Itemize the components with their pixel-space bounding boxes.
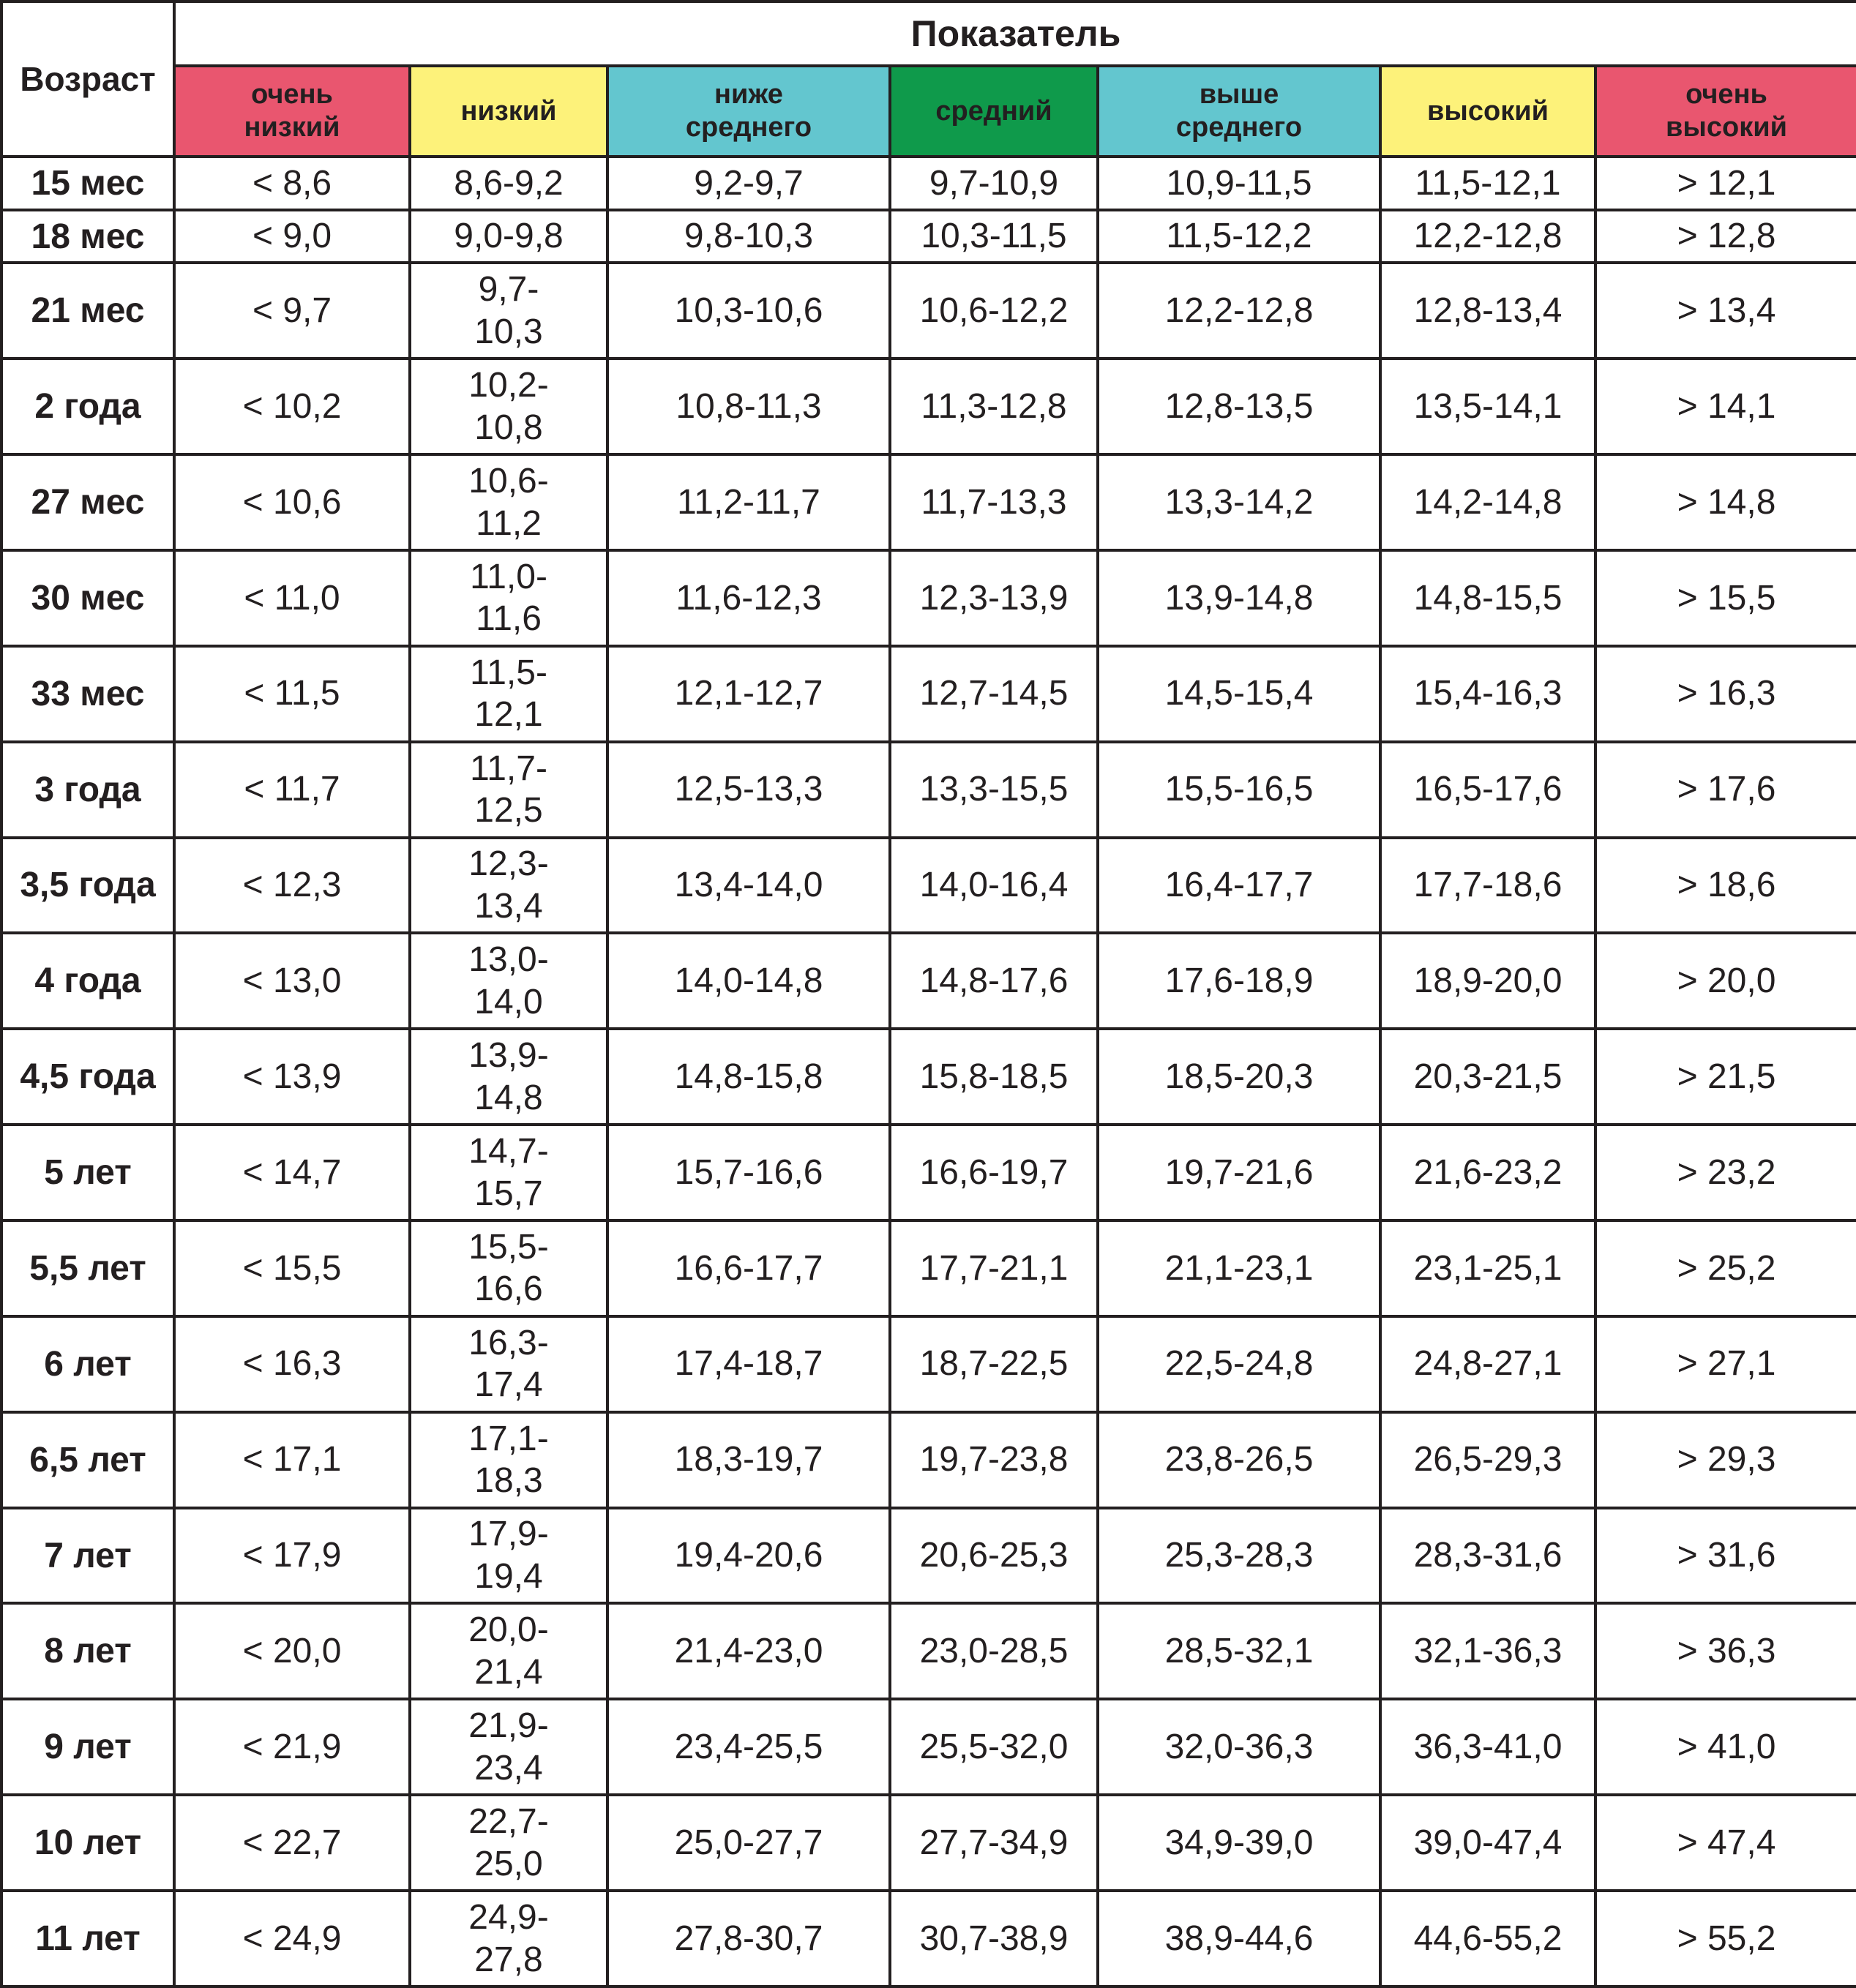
value-cell-average: 9,7-10,9 xyxy=(890,157,1098,210)
value-cell-above-average: 17,6-18,9 xyxy=(1098,933,1380,1029)
value-cell-above-average: 38,9-44,6 xyxy=(1098,1891,1380,1987)
level-header-very-high: очень высокий xyxy=(1595,66,1856,157)
value-cell-above-average: 12,2-12,8 xyxy=(1098,263,1380,359)
value-cell-above-average: 21,1-23,1 xyxy=(1098,1220,1380,1316)
table-row xyxy=(1,1795,1856,1891)
table-row xyxy=(1,263,1856,359)
value-cell-below-average: 13,4-14,0 xyxy=(607,838,890,934)
age-column-header: Возраст xyxy=(1,1,174,157)
age-cell: 9 лет xyxy=(1,1699,174,1795)
value-cell-very-high: > 12,8 xyxy=(1595,210,1856,263)
value-cell-very-high: > 14,1 xyxy=(1595,359,1856,454)
level-header-row xyxy=(1,66,1856,157)
value-cell-average: 15,8-18,5 xyxy=(890,1029,1098,1125)
value-cell-very-low: < 11,0 xyxy=(174,550,410,646)
value-cell-high: 24,8-27,1 xyxy=(1380,1316,1595,1412)
table-row xyxy=(1,1316,1856,1412)
age-cell: 30 мес xyxy=(1,550,174,646)
table-row xyxy=(1,838,1856,934)
value-cell-average: 11,3-12,8 xyxy=(890,359,1098,454)
value-cell-high: 12,8-13,4 xyxy=(1380,263,1595,359)
value-cell-above-average: 15,5-16,5 xyxy=(1098,742,1380,838)
age-cell: 5 лет xyxy=(1,1125,174,1220)
value-cell-average: 12,7-14,5 xyxy=(890,646,1098,742)
table-header xyxy=(1,1,1856,157)
value-cell-low: 17,1- 18,3 xyxy=(410,1412,607,1508)
age-cell: 4,5 года xyxy=(1,1029,174,1125)
value-cell-below-average: 23,4-25,5 xyxy=(607,1699,890,1795)
age-cell: 15 мес xyxy=(1,157,174,210)
value-cell-low: 24,9- 27,8 xyxy=(410,1891,607,1987)
value-cell-high: 21,6-23,2 xyxy=(1380,1125,1595,1220)
value-cell-very-low: < 16,3 xyxy=(174,1316,410,1412)
value-cell-very-low: < 12,3 xyxy=(174,838,410,934)
level-header-high: высокий xyxy=(1380,66,1595,157)
level-header-average: средний xyxy=(890,66,1098,157)
value-cell-below-average: 27,8-30,7 xyxy=(607,1891,890,1987)
value-cell-high: 16,5-17,6 xyxy=(1380,742,1595,838)
age-cell: 6 лет xyxy=(1,1316,174,1412)
value-cell-very-low: < 9,0 xyxy=(174,210,410,263)
age-cell: 6,5 лет xyxy=(1,1412,174,1508)
value-cell-average: 20,6-25,3 xyxy=(890,1508,1098,1604)
value-cell-high: 20,3-21,5 xyxy=(1380,1029,1595,1125)
value-cell-below-average: 9,2-9,7 xyxy=(607,157,890,210)
value-cell-very-high: > 29,3 xyxy=(1595,1412,1856,1508)
value-cell-low: 10,6- 11,2 xyxy=(410,454,607,550)
level-header-low: низкий xyxy=(410,66,607,157)
value-cell-average: 30,7-38,9 xyxy=(890,1891,1098,1987)
value-cell-average: 16,6-19,7 xyxy=(890,1125,1098,1220)
value-cell-average: 10,6-12,2 xyxy=(890,263,1098,359)
value-cell-very-high: > 25,2 xyxy=(1595,1220,1856,1316)
value-cell-very-low: < 21,9 xyxy=(174,1699,410,1795)
header-row-top xyxy=(1,1,1856,66)
age-cell: 27 мес xyxy=(1,454,174,550)
value-cell-very-low: < 10,2 xyxy=(174,359,410,454)
value-cell-very-low: < 15,5 xyxy=(174,1220,410,1316)
value-cell-above-average: 22,5-24,8 xyxy=(1098,1316,1380,1412)
value-cell-low: 11,0- 11,6 xyxy=(410,550,607,646)
value-cell-high: 44,6-55,2 xyxy=(1380,1891,1595,1987)
value-cell-low: 12,3- 13,4 xyxy=(410,838,607,934)
value-cell-very-high: > 21,5 xyxy=(1595,1029,1856,1125)
value-cell-low: 16,3- 17,4 xyxy=(410,1316,607,1412)
value-cell-very-high: > 16,3 xyxy=(1595,646,1856,742)
value-cell-very-low: < 24,9 xyxy=(174,1891,410,1987)
value-cell-below-average: 15,7-16,6 xyxy=(607,1125,890,1220)
value-cell-average: 25,5-32,0 xyxy=(890,1699,1098,1795)
age-cell: 11 лет xyxy=(1,1891,174,1987)
value-cell-high: 23,1-25,1 xyxy=(1380,1220,1595,1316)
value-cell-very-low: < 17,1 xyxy=(174,1412,410,1508)
age-cell: 33 мес xyxy=(1,646,174,742)
value-cell-low: 13,0- 14,0 xyxy=(410,933,607,1029)
level-header-very-low: очень низкий xyxy=(174,66,410,157)
value-cell-very-high: > 20,0 xyxy=(1595,933,1856,1029)
value-cell-below-average: 14,0-14,8 xyxy=(607,933,890,1029)
value-cell-high: 13,5-14,1 xyxy=(1380,359,1595,454)
value-cell-very-low: < 11,5 xyxy=(174,646,410,742)
value-cell-above-average: 13,3-14,2 xyxy=(1098,454,1380,550)
value-cell-below-average: 18,3-19,7 xyxy=(607,1412,890,1508)
value-cell-below-average: 14,8-15,8 xyxy=(607,1029,890,1125)
value-cell-below-average: 11,6-12,3 xyxy=(607,550,890,646)
value-cell-very-low: < 10,6 xyxy=(174,454,410,550)
value-cell-high: 39,0-47,4 xyxy=(1380,1795,1595,1891)
table-row xyxy=(1,157,1856,210)
table-row xyxy=(1,210,1856,263)
value-cell-below-average: 21,4-23,0 xyxy=(607,1603,890,1699)
value-cell-low: 11,5- 12,1 xyxy=(410,646,607,742)
value-cell-very-low: < 9,7 xyxy=(174,263,410,359)
value-cell-very-high: > 55,2 xyxy=(1595,1891,1856,1987)
age-cell: 8 лет xyxy=(1,1603,174,1699)
value-cell-low: 11,7- 12,5 xyxy=(410,742,607,838)
value-cell-above-average: 25,3-28,3 xyxy=(1098,1508,1380,1604)
value-cell-average: 14,8-17,6 xyxy=(890,933,1098,1029)
level-header-below-average: ниже среднего xyxy=(607,66,890,157)
value-cell-above-average: 28,5-32,1 xyxy=(1098,1603,1380,1699)
value-cell-below-average: 11,2-11,7 xyxy=(607,454,890,550)
age-cell: 3 года xyxy=(1,742,174,838)
age-cell: 5,5 лет xyxy=(1,1220,174,1316)
value-cell-low: 20,0- 21,4 xyxy=(410,1603,607,1699)
value-cell-very-low: < 14,7 xyxy=(174,1125,410,1220)
level-header-above-average: выше среднего xyxy=(1098,66,1380,157)
value-cell-above-average: 13,9-14,8 xyxy=(1098,550,1380,646)
value-cell-very-high: > 18,6 xyxy=(1595,838,1856,934)
value-cell-above-average: 19,7-21,6 xyxy=(1098,1125,1380,1220)
value-cell-very-low: < 8,6 xyxy=(174,157,410,210)
value-cell-above-average: 16,4-17,7 xyxy=(1098,838,1380,934)
value-cell-high: 12,2-12,8 xyxy=(1380,210,1595,263)
value-cell-high: 14,2-14,8 xyxy=(1380,454,1595,550)
value-cell-average: 27,7-34,9 xyxy=(890,1795,1098,1891)
value-cell-high: 26,5-29,3 xyxy=(1380,1412,1595,1508)
value-cell-very-high: > 13,4 xyxy=(1595,263,1856,359)
value-cell-high: 32,1-36,3 xyxy=(1380,1603,1595,1699)
value-cell-below-average: 16,6-17,7 xyxy=(607,1220,890,1316)
value-cell-average: 18,7-22,5 xyxy=(890,1316,1098,1412)
table-row xyxy=(1,1220,1856,1316)
value-cell-low: 9,0-9,8 xyxy=(410,210,607,263)
age-cell: 3,5 года xyxy=(1,838,174,934)
value-cell-high: 18,9-20,0 xyxy=(1380,933,1595,1029)
value-cell-very-low: < 11,7 xyxy=(174,742,410,838)
value-cell-average: 12,3-13,9 xyxy=(890,550,1098,646)
value-cell-high: 15,4-16,3 xyxy=(1380,646,1595,742)
value-cell-above-average: 11,5-12,2 xyxy=(1098,210,1380,263)
value-cell-high: 36,3-41,0 xyxy=(1380,1699,1595,1795)
table-row xyxy=(1,1891,1856,1987)
table-row xyxy=(1,646,1856,742)
table-row xyxy=(1,454,1856,550)
age-cell: 10 лет xyxy=(1,1795,174,1891)
value-cell-above-average: 23,8-26,5 xyxy=(1098,1412,1380,1508)
age-cell: 2 года xyxy=(1,359,174,454)
value-cell-above-average: 34,9-39,0 xyxy=(1098,1795,1380,1891)
value-cell-high: 17,7-18,6 xyxy=(1380,838,1595,934)
value-cell-low: 17,9- 19,4 xyxy=(410,1508,607,1604)
value-cell-below-average: 25,0-27,7 xyxy=(607,1795,890,1891)
table-row xyxy=(1,1699,1856,1795)
value-cell-low: 21,9- 23,4 xyxy=(410,1699,607,1795)
value-cell-above-average: 18,5-20,3 xyxy=(1098,1029,1380,1125)
value-cell-average: 17,7-21,1 xyxy=(890,1220,1098,1316)
value-cell-high: 14,8-15,5 xyxy=(1380,550,1595,646)
value-cell-very-low: < 20,0 xyxy=(174,1603,410,1699)
value-cell-high: 28,3-31,6 xyxy=(1380,1508,1595,1604)
value-cell-below-average: 17,4-18,7 xyxy=(607,1316,890,1412)
value-cell-very-high: > 12,1 xyxy=(1595,157,1856,210)
indicator-header: Показатель xyxy=(174,1,1856,66)
value-cell-above-average: 32,0-36,3 xyxy=(1098,1699,1380,1795)
value-cell-average: 19,7-23,8 xyxy=(890,1412,1098,1508)
value-cell-above-average: 10,9-11,5 xyxy=(1098,157,1380,210)
table-row xyxy=(1,1029,1856,1125)
value-cell-very-high: > 17,6 xyxy=(1595,742,1856,838)
value-cell-very-high: > 15,5 xyxy=(1595,550,1856,646)
table-row xyxy=(1,1125,1856,1220)
value-cell-low: 14,7- 15,7 xyxy=(410,1125,607,1220)
table-row xyxy=(1,1603,1856,1699)
table-row xyxy=(1,742,1856,838)
value-cell-below-average: 12,1-12,7 xyxy=(607,646,890,742)
value-cell-very-high: > 27,1 xyxy=(1595,1316,1856,1412)
value-cell-below-average: 10,3-10,6 xyxy=(607,263,890,359)
value-cell-average: 13,3-15,5 xyxy=(890,742,1098,838)
value-cell-very-low: < 13,9 xyxy=(174,1029,410,1125)
value-cell-average: 23,0-28,5 xyxy=(890,1603,1098,1699)
value-cell-below-average: 19,4-20,6 xyxy=(607,1508,890,1604)
age-cell: 4 года xyxy=(1,933,174,1029)
table-body xyxy=(1,157,1856,1987)
value-cell-very-low: < 17,9 xyxy=(174,1508,410,1604)
value-cell-high: 11,5-12,1 xyxy=(1380,157,1595,210)
value-cell-very-high: > 36,3 xyxy=(1595,1603,1856,1699)
age-cell: 21 мес xyxy=(1,263,174,359)
table-row xyxy=(1,359,1856,454)
value-cell-below-average: 9,8-10,3 xyxy=(607,210,890,263)
value-cell-low: 9,7- 10,3 xyxy=(410,263,607,359)
value-cell-average: 14,0-16,4 xyxy=(890,838,1098,934)
value-cell-average: 10,3-11,5 xyxy=(890,210,1098,263)
value-cell-above-average: 14,5-15,4 xyxy=(1098,646,1380,742)
value-cell-very-low: < 22,7 xyxy=(174,1795,410,1891)
value-cell-below-average: 10,8-11,3 xyxy=(607,359,890,454)
age-cell: 7 лет xyxy=(1,1508,174,1604)
value-cell-low: 8,6-9,2 xyxy=(410,157,607,210)
value-cell-low: 10,2- 10,8 xyxy=(410,359,607,454)
value-cell-very-high: > 23,2 xyxy=(1595,1125,1856,1220)
value-cell-below-average: 12,5-13,3 xyxy=(607,742,890,838)
value-cell-very-high: > 14,8 xyxy=(1595,454,1856,550)
value-cell-low: 13,9- 14,8 xyxy=(410,1029,607,1125)
age-cell: 18 мес xyxy=(1,210,174,263)
value-cell-low: 22,7- 25,0 xyxy=(410,1795,607,1891)
table-row xyxy=(1,933,1856,1029)
table-row xyxy=(1,1412,1856,1508)
value-cell-above-average: 12,8-13,5 xyxy=(1098,359,1380,454)
value-cell-low: 15,5- 16,6 xyxy=(410,1220,607,1316)
table-row xyxy=(1,550,1856,646)
table-row xyxy=(1,1508,1856,1604)
value-cell-average: 11,7-13,3 xyxy=(890,454,1098,550)
value-cell-very-low: < 13,0 xyxy=(174,933,410,1029)
value-cell-very-high: > 31,6 xyxy=(1595,1508,1856,1604)
value-cell-very-high: > 41,0 xyxy=(1595,1699,1856,1795)
value-cell-very-high: > 47,4 xyxy=(1595,1795,1856,1891)
